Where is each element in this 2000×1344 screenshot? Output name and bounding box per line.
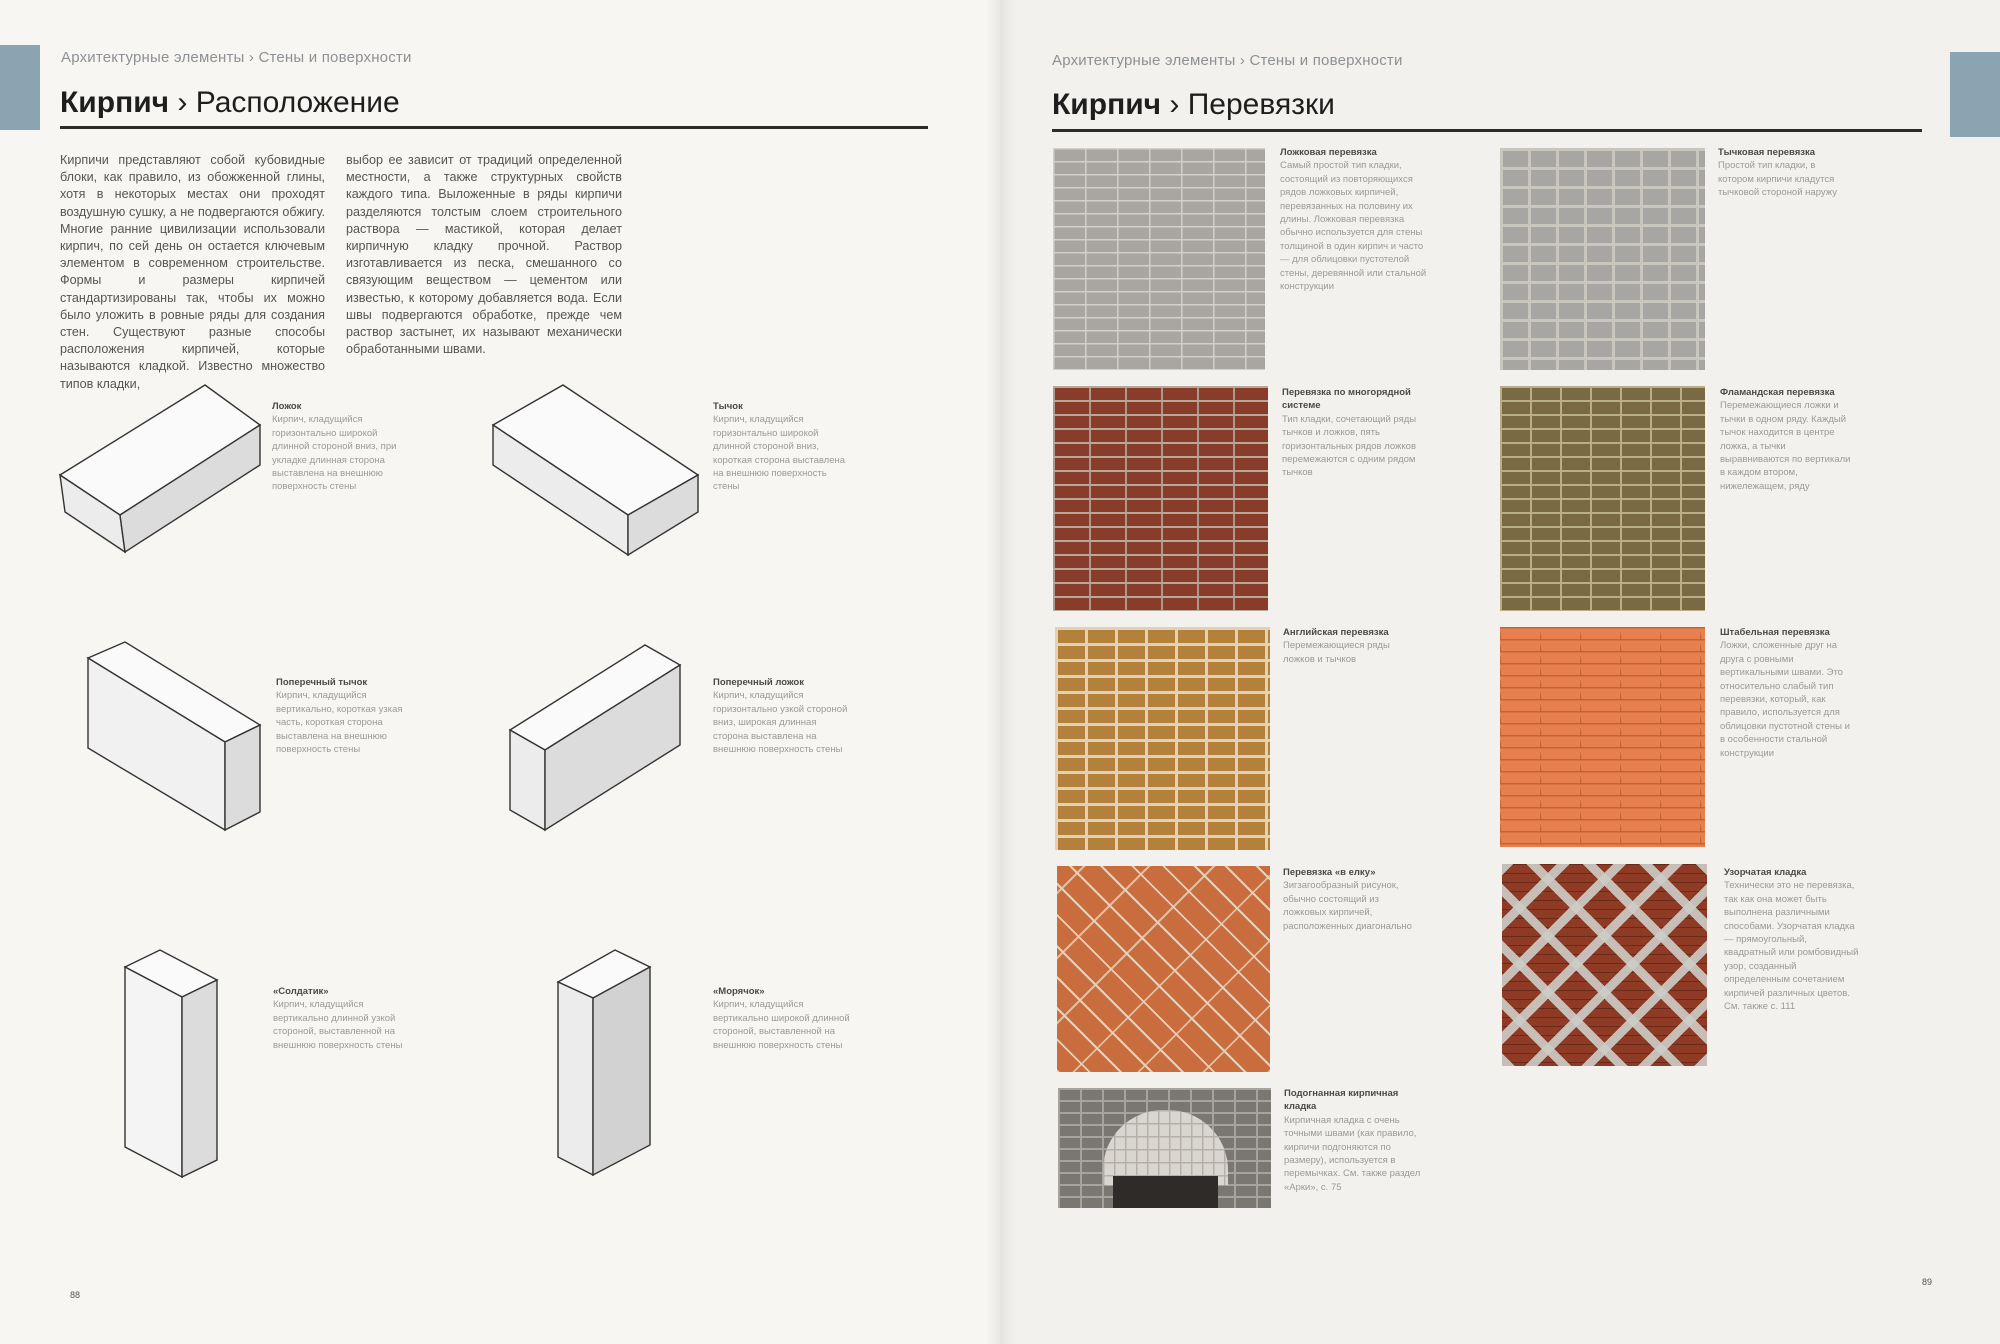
caption-flemish-bond: Фламандская перевязка Перемежающиеся ложки и тычки в одном ряду. Каждый тычок находится в центре ложка, а тычки выравниваются по вертикали в каждом втором, нижележащем, ряду [1720,387,1851,492]
right-section-tab [1950,52,2000,137]
caption-stretcher: Ложок Кирпич, кладущийся горизонтально широкой длинной стороной вниз, при укладке длинная сторона выставлена на внешнюю поверхность стены [272,401,397,493]
photo-flemish-bond [1500,386,1705,611]
title-main: Кирпич [1052,88,1162,121]
caption-rowlock-header: Поперечный тычок Кирпич, кладущийся вертикально, короткая узкая часть, короткая сторона выставлена на внешнюю поверхность стены [276,677,403,756]
photo-american-bond [1053,386,1268,611]
brick-header-diagram [488,380,708,560]
brick-soldier-diagram [120,945,225,1185]
right-title-rule [1052,129,1922,132]
arch-detail [1103,1110,1228,1185]
left-section-tab [0,45,40,130]
photo-stack-bond [1500,627,1705,847]
caption-american-bond: Перевязка по многорядной системе Тип кладки, сочетающий ряды тычков и ложков, пять горизонтальных рядов ложков перемежаются с одним рядом тычков [1282,387,1417,479]
photo-herringbone-bond [1057,866,1270,1072]
opening-dark [1113,1176,1218,1208]
right-page-number: 89 [1922,1277,1933,1287]
left-page-title [60,86,400,120]
caption-rowlock-stretcher: Поперечный ложок Кирпич, кладущийся горизонтально узкой стороной вниз, широкая длинная сторона выставлена на внешнюю поверхность стены [713,677,848,756]
title-sub: Перевязки [1187,88,1335,121]
title-sep: › [169,86,196,119]
title-main: Кирпич [60,86,170,119]
caption-herringbone-bond: Перевязка «в елку» Зигзагообразный рисунок, обычно состоящий из ложковых кирпичей, расположенных диагонально [1283,867,1412,932]
intro-column-1: Кирпичи представляют собой кубовидные блоки, как правило, из обожженной глины, хотя в некоторых местах они проходят воздушную сушку, а не подвергаются обжигу. Многие ранние цивилизации использовали кирпич, по сей день он остается ключевым элементом в современном строительстве. Формы и размеры кирпичей стандартизированы так, чтобы их можно было уложить в ровные ряды для создания стен. Существуют разные способы расположения кирпичей, которые называются кладкой. Известно множество типов кладки, [60,153,325,391]
photo-stretcher-bond [1053,148,1265,370]
title-sep: › [1161,88,1188,121]
right-page-title [1052,88,1335,122]
caption-gauged-brickwork: Подогнанная кирпичная кладка Кирпичная кладка с очень точными швами (как правило, кирпичи подгоняются по размеру), используется в перемычках. См. также раздел «Арки», с. 75 [1284,1088,1421,1193]
photo-gauged-brickwork [1058,1088,1271,1208]
caption-diaper-bond: Узорчатая кладка Технически это не перевязка, так как она может быть выполнена различными способами. Узорчатая кладка — прямоугольный, квадратный или ромбовидный узор, созданный определенным сочетанием кирпичей различных цветов. См. также с. 111 [1724,867,1859,1013]
left-breadcrumb: Архитектурные элементы › Стены и поверхности [61,49,412,66]
caption-header-bond: Тычковая перевязка Простой тип кладки, в котором кирпичи кладутся тычковой стороной наружу [1718,147,1837,199]
spine-shadow [985,0,1015,1344]
caption-english-bond: Английская перевязка Перемежающиеся ряды ложков и тычков [1283,627,1390,665]
photo-header-bond [1500,148,1705,370]
photo-diaper-bond [1502,864,1707,1066]
intro-column-2: выбор ее зависит от традиций определенной местности, а также структурных свойств каждого типа. Выложенные в ряды кирпичи разделяются толстым слоем строительного раствора — мастикой, которая делает кирпичную кладку прочной. Раствор изготавливается из песка, смешанного со связующим веществом — цементом или известью, к которому добавляется вода. Если швы подвергаются обработке, прежде чем раствор застынет, их называют механически обработанными швами. [346,153,622,357]
left-page-number: 88 [70,1290,81,1300]
photo-english-bond [1055,627,1270,850]
caption-soldier: «Солдатик» Кирпич, кладущийся вертикально длинной узкой стороной, выставленной на внешнюю поверхность стены [273,986,403,1051]
brick-sailor-diagram [555,945,660,1180]
caption-stretcher-bond: Ложковая перевязка Самый простой тип кладки, состоящий из повторяющихся рядов ложковых кирпичей, перевязанных на половину их длины. Ложковая перевязка обычно используется для стены толщиной в один кирпич и часто — для облицовки пустотелой стены, деревянной или стальной конструкции [1280,147,1427,293]
right-breadcrumb: Архитектурные элементы › Стены и поверхности [1052,52,1403,69]
caption-stack-bond: Штабельная перевязка Ложки, сложенные друг на друга с ровными вертикальными швами. Это относительно слабый тип перевязки, который, как правило, используется для облицовки пустотной стены и в особенности стальной конструкции [1720,627,1850,759]
brick-rowlock-stretcher-diagram [505,640,690,835]
left-title-rule [60,126,928,129]
caption-header: Тычок Кирпич, кладущийся горизонтально широкой длинной стороной вниз, короткая сторона выставлена на внешнюю поверхность стены [713,401,846,493]
caption-sailor: «Морячок» Кирпич, кладущийся вертикально широкой длинной стороной, выставленной на внешнюю поверхность стены [713,986,850,1051]
brick-stretcher-diagram [55,380,270,560]
title-sub: Расположение [195,86,400,119]
brick-rowlock-header-diagram [85,640,265,835]
